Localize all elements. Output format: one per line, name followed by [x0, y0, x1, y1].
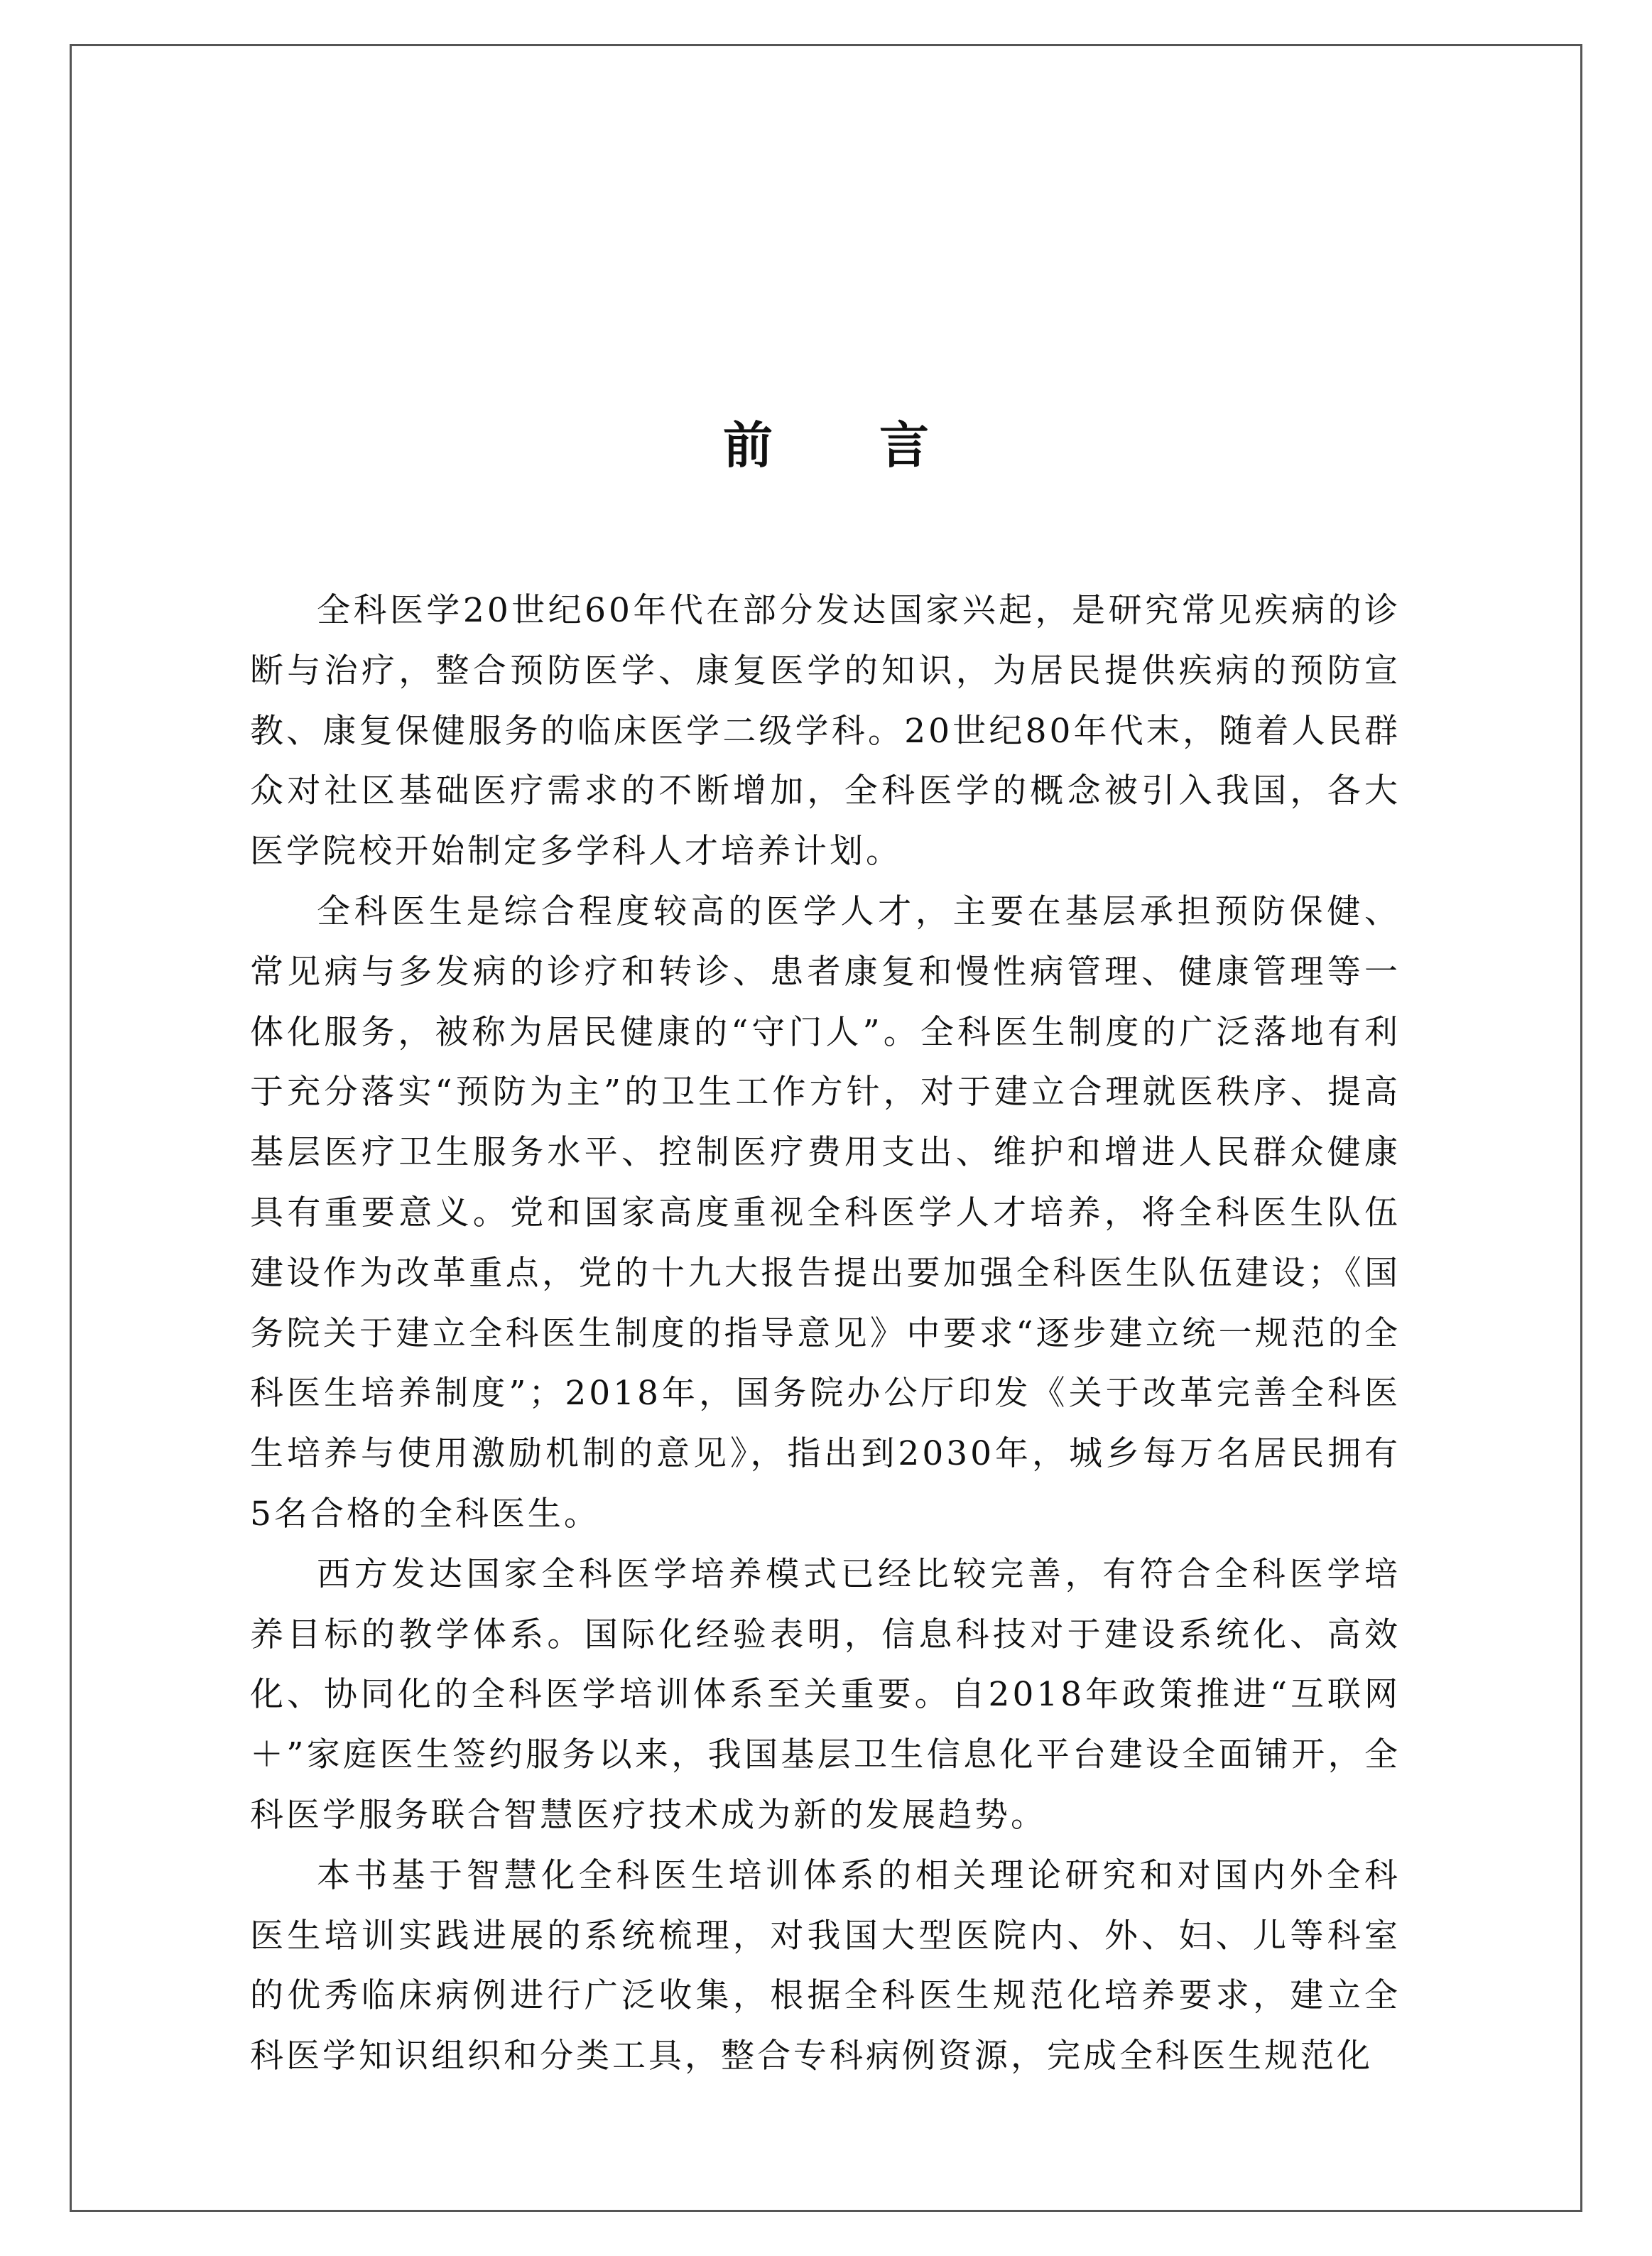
preface-body [250, 581, 1401, 2087]
paragraph-4: 本书基于智慧化全科医生培训体系的相关理论研究和对国内外全科医生培训实践进展的系统梳理，对我国大型医院内、外、妇、儿等科室的优秀临床病例进行广泛收集，根据全科医生规范化培养要求，建立全科医学知识组织和分类工具，整合专科病例资源，完成全科医生规范化 [250, 1855, 1401, 2076]
paragraph-1: 全科医学20世纪60年代在部分发达国家兴起，是研究常见疾病的诊断与治疗，整合预防医学、康复医学的知识，为居民提供疾病的预防宣教、康复保健服务的临床医学二级学科。20世纪80年代末，随着人民群众对社区基础医疗需求的不断增加，全科医学的概念被引入我国，各大医学院校开始制定多学科人才培养计划。 [250, 591, 1401, 872]
page-title: 前言 [723, 415, 1036, 474]
paragraph-3: 西方发达国家全科医学培养模式已经比较完善，有符合全科医学培养目标的教学体系。国际化经验表明，信息科技对于建设系统化、高效化、协同化的全科医学培训体系至关重要。自2018年政策推进“互联网＋”家庭医生签约服务以来，我国基层卫生信息化平台建设全面铺开，全科医学服务联合智慧医疗技术成为新的发展趋势。 [250, 1554, 1401, 1835]
paragraph-2: 全科医生是综合程度较高的医学人才，主要在基层承担预防保健、常见病与多发病的诊疗和转诊、患者康复和慢性病管理、健康管理等一体化服务，被称为居民健康的“守门人”。全科医生制度的广泛落地有利于充分落实“预防为主”的卫生工作方针，对于建立合理就医秩序、提高基层医疗卫生服务水平、控制医疗费用支出、维护和增进人民群众健康具有重要意义。党和国家高度重视全科医学人才培养，将全科医生队伍建设作为改革重点，党的十九大报告提出要加强全科医生队伍建设；《国务院关于建立全科医生制度的指导意见》中要求“逐步建立统一规范的全科医生培养制度”；2018年，国务院办公厅印发《关于改革完善全科医生培养与使用激励机制的意见》，指出到2030年，城乡每万名居民拥有5名合格的全科医生。 [250, 891, 1401, 1534]
